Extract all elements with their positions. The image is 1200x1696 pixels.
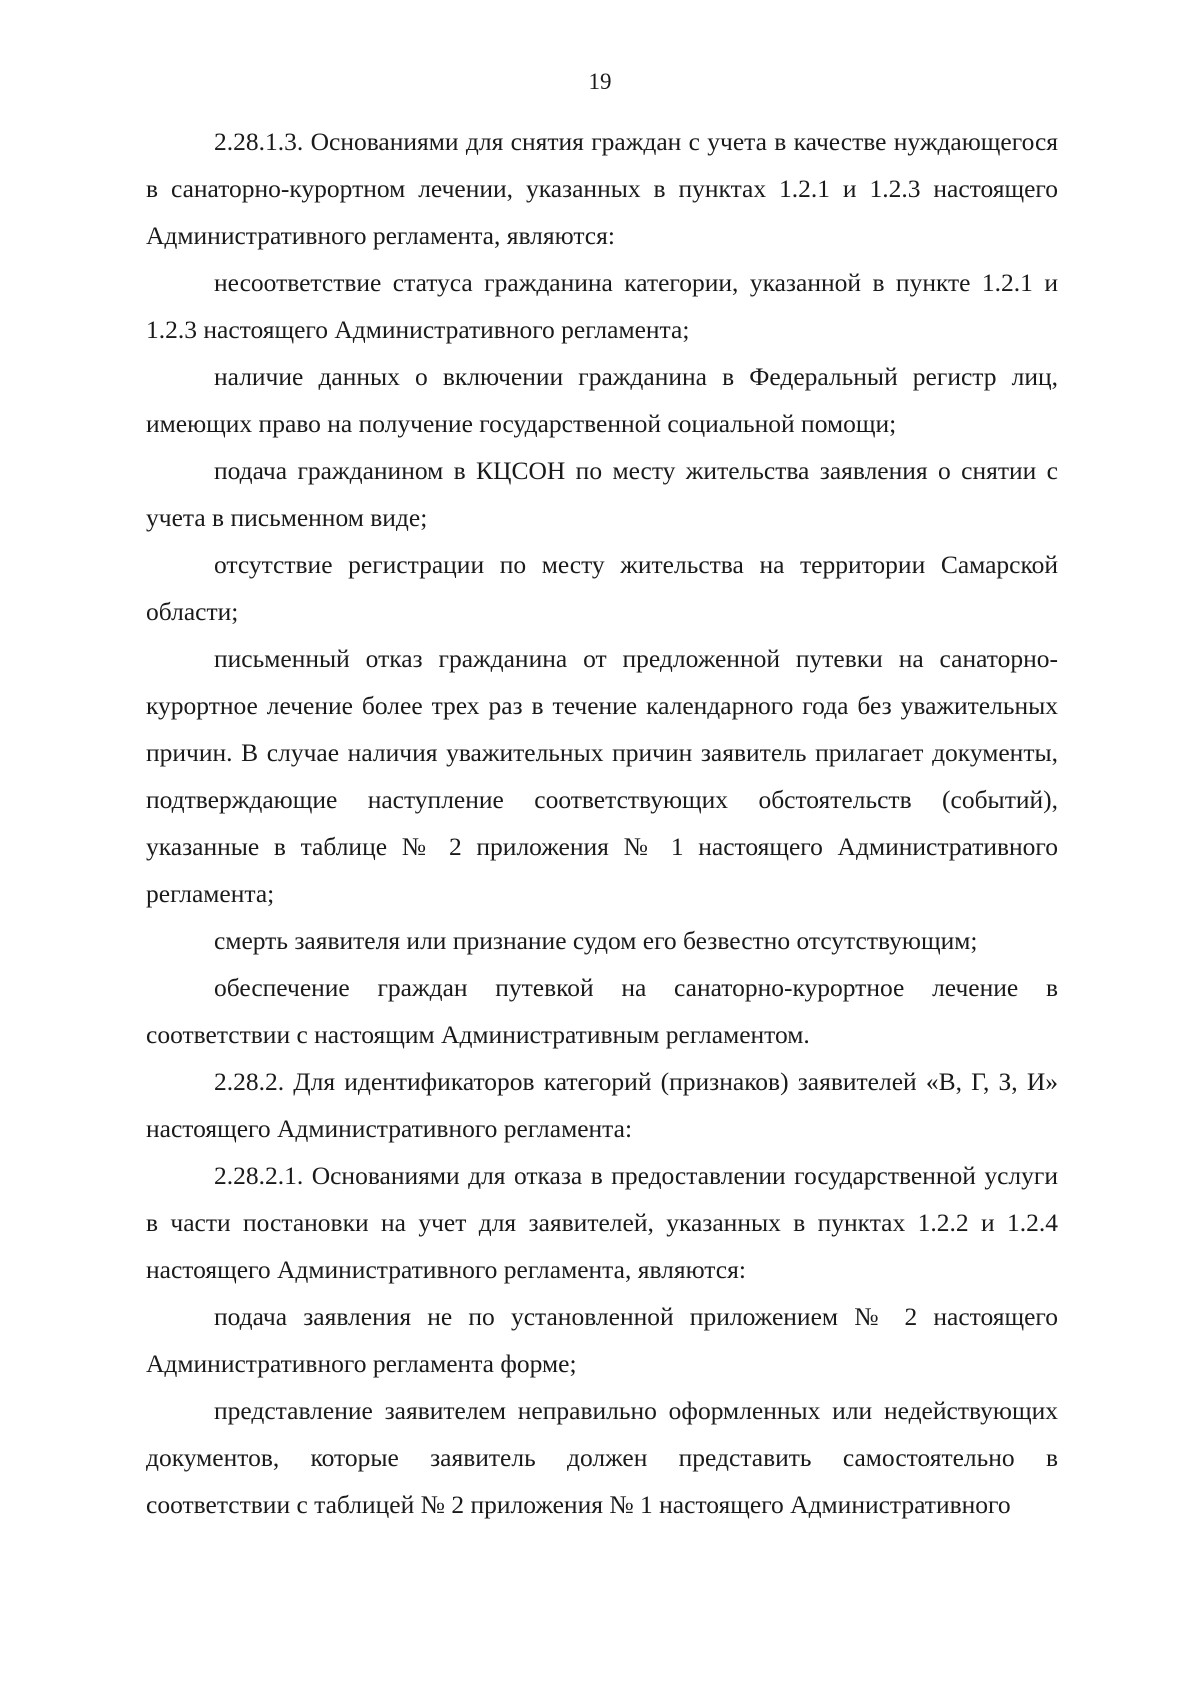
paragraph-invalid-documents: представление заявителем неправильно оформленных или недействующих документов, которые заявитель должен представить самостоятельно в соответствии с таблицей № 2 приложения № 1 настоящего Административного	[146, 1396, 1058, 1519]
paragraph-provision-voucher: обеспечение граждан путевкой на санаторно-курортное лечение в соответствии с настоящим Административным регламентом.	[146, 973, 1058, 1049]
paragraph-2-28-2-1: 2.28.2.1. Основаниями для отказа в предоставлении государственной услуги в части постановки на учет для заявителей, указанных в пунктах 1.2.2 и 1.2.4 настоящего Административного регламента, являются:	[146, 1161, 1058, 1284]
paragraph-written-refusal: письменный отказ гражданина от предложенной путевки на санаторно-курортное лечение более трех раз в течение календарного года без уважительных причин. В случае наличия уважительных причин заявитель прилагает документы, подтверждающие наступление соответствующих обстоятельств (событий), указанные в таблице № 2 приложения № 1 настоящего Административного регламента;	[146, 644, 1058, 908]
document-body	[146, 118, 1058, 1528]
paragraph-no-registration: отсутствие регистрации по месту жительства на территории Самарской области;	[146, 550, 1058, 626]
paragraph-status-mismatch: несоответствие статуса гражданина категории, указанной в пункте 1.2.1 и 1.2.3 настоящего Административного регламента;	[146, 268, 1058, 344]
paragraph-application-removal: подача гражданином в КЦСОН по месту жительства заявления о снятии с учета в письменном виде;	[146, 456, 1058, 532]
paragraph-2-28-1-3: 2.28.1.3. Основаниями для снятия граждан с учета в качестве нуждающегося в санаторно-курортном лечении, указанных в пунктах 1.2.1 и 1.2.3 настоящего Административного регламента, являются:	[146, 127, 1058, 250]
paragraph-wrong-form: подача заявления не по установленной приложением № 2 настоящего Административного регламента форме;	[146, 1302, 1058, 1378]
paragraph-federal-register: наличие данных о включении гражданина в Федеральный регистр лиц, имеющих право на получение государственной социальной помощи;	[146, 362, 1058, 438]
page-number: 19	[588, 69, 612, 94]
paragraph-death: смерть заявителя или признание судом его безвестно отсутствующим;	[214, 926, 978, 955]
paragraph-2-28-2: 2.28.2. Для идентификаторов категорий (признаков) заявителей «В, Г, З, И» настоящего Административного регламента:	[146, 1067, 1058, 1143]
